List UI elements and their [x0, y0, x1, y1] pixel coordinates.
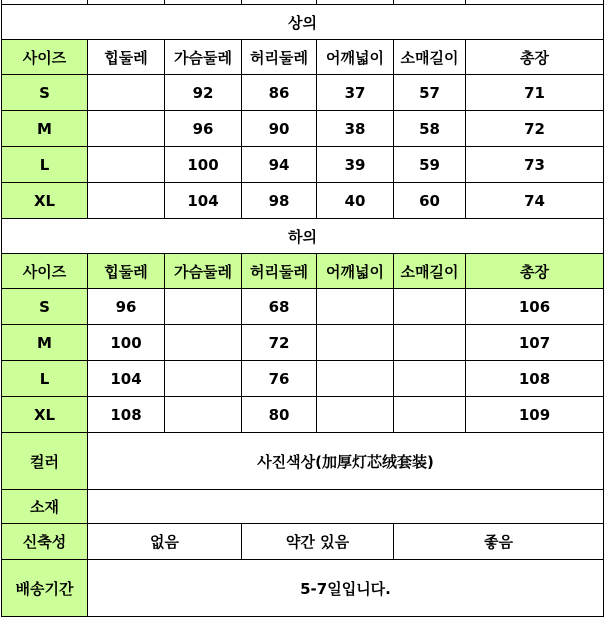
- size-cell: XL: [2, 183, 88, 219]
- header-length: 총장: [466, 40, 604, 75]
- shoulder-cell: 38: [317, 111, 394, 147]
- table-row: [2, 183, 604, 219]
- size-cell: S: [2, 75, 88, 111]
- length-cell: 109: [466, 397, 604, 433]
- waist-cell: 72: [242, 325, 317, 361]
- bottom-header-row: [2, 254, 604, 289]
- chest-cell: 100: [165, 147, 242, 183]
- chest-cell: [165, 397, 242, 433]
- size-cell: M: [2, 325, 88, 361]
- header-chest: 가슴둘레: [165, 254, 242, 289]
- chest-cell: [165, 289, 242, 325]
- bottom-section-title-row: [2, 219, 604, 254]
- top-section-title: 상의: [2, 5, 604, 40]
- table-row: [2, 111, 604, 147]
- hip-cell: [88, 183, 165, 219]
- waist-cell: 90: [242, 111, 317, 147]
- top-section-title-row: [2, 5, 604, 40]
- shoulder-cell: 40: [317, 183, 394, 219]
- elasticity-row: [2, 524, 604, 560]
- waist-cell: 86: [242, 75, 317, 111]
- hip-cell: [88, 147, 165, 183]
- sleeve-cell: 58: [394, 111, 466, 147]
- sleeve-cell: 57: [394, 75, 466, 111]
- header-sleeve: 소매길이: [394, 254, 466, 289]
- chest-cell: 92: [165, 75, 242, 111]
- size-cell: L: [2, 361, 88, 397]
- length-cell: 71: [466, 75, 604, 111]
- header-waist: 허리둘레: [242, 254, 317, 289]
- chest-cell: [165, 325, 242, 361]
- header-size: 사이즈: [2, 40, 88, 75]
- color-label: 컬러: [2, 433, 88, 490]
- size-chart-table: [1, 0, 604, 617]
- hip-cell: 104: [88, 361, 165, 397]
- table-row: [2, 147, 604, 183]
- shipping-label: 배송기간: [2, 560, 88, 617]
- color-value: 사진색상(加厚灯芯绒套装): [88, 433, 604, 490]
- sleeve-cell: [394, 325, 466, 361]
- shipping-value: 5-7일입니다.: [88, 560, 604, 617]
- hip-cell: 96: [88, 289, 165, 325]
- hip-cell: [88, 111, 165, 147]
- elasticity-option-none: 없음: [88, 524, 242, 560]
- waist-cell: 98: [242, 183, 317, 219]
- length-cell: 73: [466, 147, 604, 183]
- waist-cell: 68: [242, 289, 317, 325]
- header-shoulder: 어깨넓이: [317, 40, 394, 75]
- length-cell: 74: [466, 183, 604, 219]
- sleeve-cell: [394, 361, 466, 397]
- waist-cell: 76: [242, 361, 317, 397]
- header-shoulder: 어깨넓이: [317, 254, 394, 289]
- chest-cell: [165, 361, 242, 397]
- hip-cell: 100: [88, 325, 165, 361]
- chest-cell: 104: [165, 183, 242, 219]
- size-cell: L: [2, 147, 88, 183]
- header-sleeve: 소매길이: [394, 40, 466, 75]
- table-row: [2, 75, 604, 111]
- length-cell: 72: [466, 111, 604, 147]
- shoulder-cell: [317, 397, 394, 433]
- waist-cell: 94: [242, 147, 317, 183]
- material-label: 소재: [2, 490, 88, 524]
- length-cell: 108: [466, 361, 604, 397]
- bottom-section-title: 하의: [2, 219, 604, 254]
- table-row: [2, 289, 604, 325]
- length-cell: 107: [466, 325, 604, 361]
- waist-cell: 80: [242, 397, 317, 433]
- sleeve-cell: 60: [394, 183, 466, 219]
- shoulder-cell: [317, 289, 394, 325]
- table-row: [2, 361, 604, 397]
- header-length: 총장: [466, 254, 604, 289]
- chest-cell: 96: [165, 111, 242, 147]
- elasticity-label: 신축성: [2, 524, 88, 560]
- header-hip: 힙둘레: [88, 254, 165, 289]
- shoulder-cell: 37: [317, 75, 394, 111]
- header-chest: 가슴둘레: [165, 40, 242, 75]
- header-size: 사이즈: [2, 254, 88, 289]
- table-row: [2, 397, 604, 433]
- size-cell: M: [2, 111, 88, 147]
- top-header-row: [2, 40, 604, 75]
- sleeve-cell: [394, 397, 466, 433]
- shipping-row: [2, 560, 604, 617]
- color-row: [2, 433, 604, 490]
- shoulder-cell: 39: [317, 147, 394, 183]
- sleeve-cell: 59: [394, 147, 466, 183]
- header-waist: 허리둘레: [242, 40, 317, 75]
- hip-cell: 108: [88, 397, 165, 433]
- material-value: [88, 490, 604, 524]
- sleeve-cell: [394, 289, 466, 325]
- shoulder-cell: [317, 361, 394, 397]
- header-hip: 힙둘레: [88, 40, 165, 75]
- elasticity-option-good: 좋음: [394, 524, 604, 560]
- size-cell: XL: [2, 397, 88, 433]
- hip-cell: [88, 75, 165, 111]
- table-row: [2, 325, 604, 361]
- length-cell: 106: [466, 289, 604, 325]
- material-row: [2, 490, 604, 524]
- elasticity-option-some: 약간 있음: [242, 524, 394, 560]
- shoulder-cell: [317, 325, 394, 361]
- size-cell: S: [2, 289, 88, 325]
